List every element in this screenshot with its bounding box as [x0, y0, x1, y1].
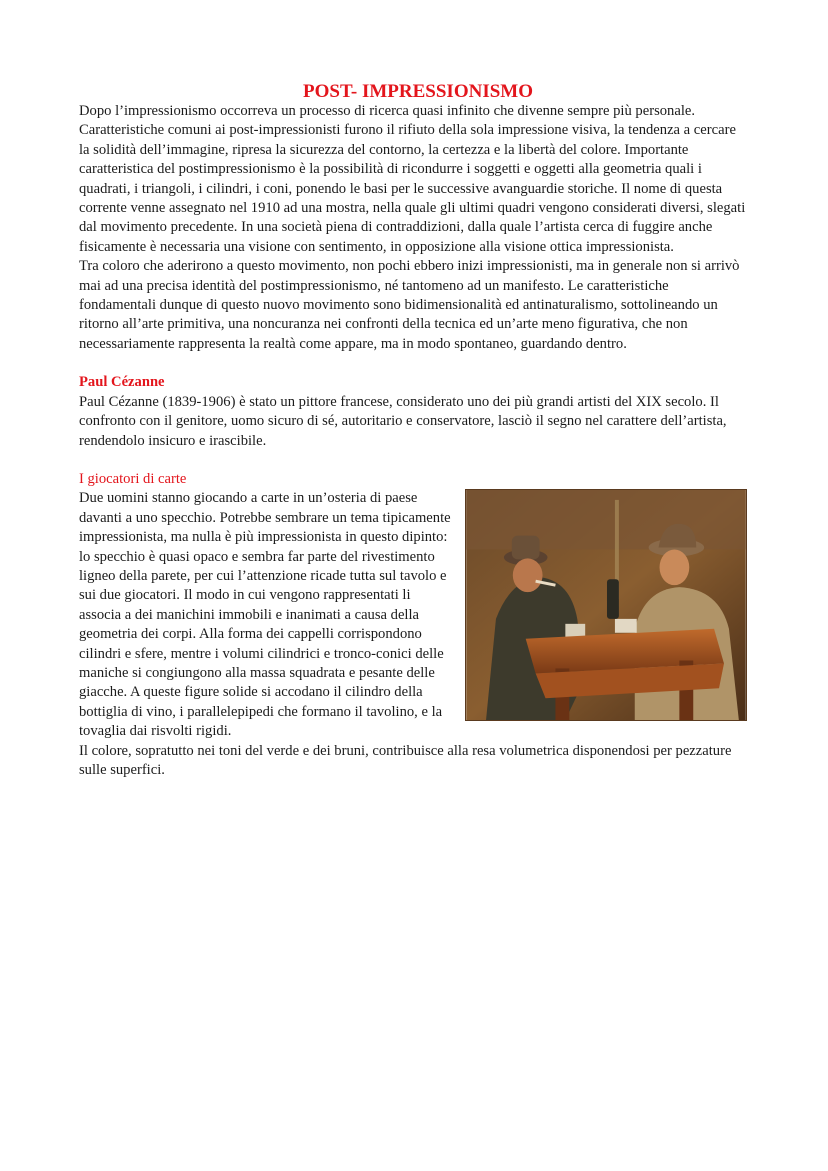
cezanne-heading: Paul Cézanne	[79, 374, 165, 391]
page-title: POST- IMPRESSIONISMO	[303, 81, 533, 102]
cezanne-paragraph: Paul Cézanne (1839-1906) è stato un pittore francese, considerato uno dei più grandi artisti del XIX secolo. Il confronto con il genitore, uomo sicuro di sé, autoritario e conservatore, lasciò il segno nel carattere dell’artista, rendendolo insicuro e irascibile.	[79, 393, 727, 449]
giocatori-heading: I giocatori di carte	[79, 470, 187, 487]
document-page	[79, 82, 747, 780]
giocatori-colour-paragraph: Il colore, sopratutto nei toni del verde e dei bruni, contribuisce alla resa volumetrica disponendosi per pezzature sulle superfici.	[79, 742, 732, 778]
card-players-painting	[465, 489, 747, 721]
giocatori-paragraph: Due uomini stanno giocando a carte in un’osteria di paese davanti a uno specchio. Potrebbe sembrare un tema tipicamente impressionista, ma nulla è più impressionista in questo dipinto: lo specchio è quasi opaco e sembra far parte del rivestimento ligneo della parete, per cui l’attenzione ricade tutta sul tavolo e sui due giocatori. Il modo in cui vengono rappresentati li associa a dei manichini immobili e inanimati a causa della geometria dei corpi. Alla forma dei cappelli corrispondono cilindri e sfere, mentre i volumi cilindrici e tronco-conici delle maniche si congiungono alla massa squadrata e pesante delle giacche. A queste figure solide si accodano il cilindro della bottiglia di vino, i parallelepipedi che formano il tavolino, e la tovaglia dai risvolti rigidi.	[79, 490, 451, 740]
intro-paragraph-1: Dopo l’impressionismo occorreva un processo di ricerca quasi infinito che divenne sempre più personale. Caratteristiche comuni ai post-impressionisti furono il rifiuto della sola impressione visiva, la tendenza a cercare la solidità dell’immagine, ripresa la sicurezza del contorno, la certezza e la libertà del colore. Importante caratteristica del postimpressionismo è la possibilità di ricondurre i soggetti e oggetti alla geometria quali i quadrati, i triangoli, i cilindri, i coni, ponendo le basi per le successive avanguardie storiche. Il nome di questa corrente venne assegnato nel 1910 ad una mostra, nella quale gli ultimi quadri vengono considerati diversi, slegati dal movimento precedente. In una società piena di contraddizioni, dalla quale l’artista cerca di fuggire anche fisicamente è necessaria una visione con sentimento, in opposizione alla visione ottica impressionista.	[79, 103, 746, 255]
intro-paragraph-2: Tra coloro che aderirono a questo movimento, non pochi ebbero inizi impressionisti, ma in generale non si arrivò mai ad una precisa identità del postimpressionismo, né tantomeno ad un manifesto. Le caratteristiche fondamentali dunque di questo nuovo movimento sono bidimensionalità ed antinaturalismo, sottolineando un ritorno all’arte primitiva, una noncuranza nei confronti della tecnica ed un’arte meno figurativa, che non necessariamente rappresenta la realtà come appare, ma in modo spontaneo, guardando dentro.	[79, 258, 740, 352]
painting-figure	[465, 489, 747, 721]
